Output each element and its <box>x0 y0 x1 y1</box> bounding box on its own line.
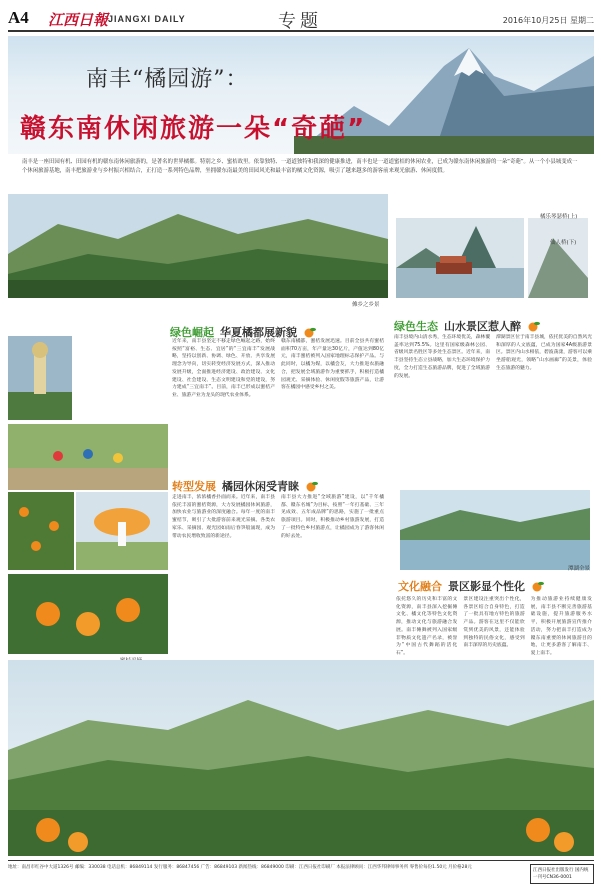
section2-body <box>172 494 384 644</box>
section4-tag: 文化融合 <box>398 580 442 593</box>
section4-col2: 景区建设注重突出个性化，各景区结合自身特色，打造了一批具有地方特色的旅游产品。游客在这里不仅能欣赏到优美的风景，还能体验到独特的民俗文化，感受到南丰深厚的历史底蕴。 <box>463 597 525 649</box>
photo-picking <box>8 492 74 570</box>
caption-photo5: 潭湖全景 <box>568 566 591 572</box>
photo-orange-sculpture <box>8 336 72 420</box>
hero-headline: 赣东南休闲旅游一朵“奇葩” <box>20 114 367 144</box>
photo-landscape <box>8 194 388 298</box>
photo-pavilion <box>76 492 168 570</box>
paper-name-en: JIANGXI DAILY <box>108 14 186 24</box>
photo-boat-lake <box>396 218 524 298</box>
hero-banner <box>8 36 594 154</box>
issue-date: 2016年10月25日 星期二 <box>502 16 594 25</box>
section1-body <box>172 338 384 478</box>
section3-body <box>394 334 592 484</box>
section4-col1: 依托悠久的历史和丰富的文化资源，南丰县深入挖掘傩文化、橘文化等特色文化资源，推动文化与旅游融合发展。南丰傩舞被列入国家级非物质文化遗产名录，被誉为“中国古代舞蹈的活化石”。 <box>396 597 458 656</box>
section3-tag: 绿色生态 <box>394 320 438 333</box>
photo-orange-basket <box>8 574 168 654</box>
masthead <box>8 6 594 32</box>
caption-photo1: 傩乡之乡景 <box>352 302 380 308</box>
section3-col2: 潭湖景区位于南丰县城，依托优美的自然风光和深厚的人文底蕴，已成为国家4A级旅游景区。景区内山水相依，碧波荡漾，游客可以乘坐游船观光，领略“山水画廊”的美景，体验生态旅游的魅力。 <box>496 335 592 371</box>
footer-info: 地址：南昌市红谷中大道1326号 邮编：330038 电话总机：86849114 发行服务：86847456 广告：86849103 新闻热线：86849000 印刷：江西日报社印刷厂 本报法律顾问：江西华邦律师事务所 零售价每份1.50元 月价格28元 <box>8 865 472 870</box>
section3-col1: 南丰县境内山清水秀，生态环境优美，森林覆盖率达到75.5%。这里有国家级森林公园、省级风景名胜区等多处生态景区。近年来，南丰县坚持生态立县战略，加大生态环境保护力度，全力打造生态旅游品牌，促进了全域旅游的发展。 <box>394 335 490 379</box>
section1-col2: 赣东南橘都，蜜桔发展迅速。目前全县共有蜜桔面积70万亩，年产量达30亿斤，产值达到80亿元，南丰蜜桔被列入国家地理标志保护产品。与此同时，以橘为媒，以橘会友，大力推进农旅融合，把发展全域旅游作为重要抓手，积极打造橘园观光、采摘体验、休闲度假等旅游产品，让游客在橘园中感受乡村之美。 <box>281 339 384 391</box>
section2-col2: 南丰县大力推进“全域旅游”建设，以“千年橘都、赣东名城”为目标，按照“一年打基础、三年见成效、五年成品牌”的思路，实施了一批重点旅游项目。同时，积极推动乡村旅游发展，打造了一批特色乡村旅游点，让橘园成为了游客休闲的好去处。 <box>281 495 384 539</box>
section2-tag: 转型发展 <box>172 480 216 493</box>
photo-mountain-peak <box>528 218 588 298</box>
section2-heading: 橘园休闲受青睐 <box>222 480 299 493</box>
intro-paragraph: 南丰是一座田园有机、田园有机的赣东南休闲旅游的，是著名的世界橘都。特别之乡、蜜桔故里。依靠独特、一道道独特和我深的健康推进，南丰也是一道道蜜桔的休闲农业，已成为赣东南休闲旅游的一朵“奇葩”。从一个小县城变成一个休闲旅游基地，南丰把旅游业与乡村振兴相结合，正打造一系列特色品牌，坐拥赣东南最美的田园风光和最丰富的橘文化资源，吸引了越来越多的游客前来观光旅游、休闲度假。 <box>22 159 578 174</box>
photo-lake-view <box>400 490 590 570</box>
section4-heading: 景区影显个性化 <box>448 580 525 593</box>
caption-photo3: 仙人桥(下) <box>550 240 577 246</box>
photo-cyclists <box>8 424 168 490</box>
section-label: 专题 <box>278 11 322 32</box>
orange-icon <box>531 581 545 592</box>
section3-title <box>394 318 541 334</box>
section1-tag: 绿色崛起 <box>170 326 214 339</box>
orange-icon <box>303 327 317 338</box>
section1-heading: 华夏橘都展新貌 <box>220 326 297 339</box>
footer <box>8 860 594 888</box>
footer-box: 江西日报社出版发行 国内统一刊号CN36-0001 <box>530 864 594 884</box>
section4-col3: 为推动旅游业持续健康发展，南丰县不断完善旅游基础设施，提升旅游服务水平，积极开展旅游宣传推介活动，努力把南丰打造成为赣东南重要的休闲旅游目的地，让更多游客了解南丰、爱上南丰。 <box>530 597 592 656</box>
caption-photo2: 橘乐琴瑟桥(上) <box>540 214 578 220</box>
section2-col1: 走进南丰，浓浓橘香扑面而来。近年来，南丰县依托丰富的蜜桔资源，大力发展橘园休闲旅游，加快农业与旅游业的深度融合。每年一度的南丰蜜桔节，吸引了大批游客前来观光采摘。各类农家乐、采摘园、观光园如雨后春笋般涌现，成为带动农民增收致富的新途径。 <box>172 495 275 539</box>
paper-logo: 江西日報 <box>48 11 109 29</box>
section1-col1: 近年来，南丰县坚定不移走绿色崛起之路，始终按照“富裕、生态、宜居”的“三宜南丰”发展战略，坚持以创新、协调、绿色、开放、共享发展理念为导向，切实转变经济发展方式，深入推动发展升级，全面推进经济建设、政治建设、文化建设、社会建设、生态文明建设和党的建设，努力建成“三宜南丰”。目前，南丰已形成以蜜桔产业、旅游产业为龙头的现代农业体系。 <box>172 339 275 398</box>
orange-icon <box>527 321 541 332</box>
photo-panorama <box>8 660 594 856</box>
section3-heading: 山水景区惹人醉 <box>444 320 521 333</box>
section4-title <box>398 578 545 594</box>
orange-icon <box>305 481 319 492</box>
section2-title <box>172 478 319 494</box>
page-number: A4 <box>8 8 29 27</box>
hero-kicker: 南丰“橘园游”： <box>86 67 249 92</box>
